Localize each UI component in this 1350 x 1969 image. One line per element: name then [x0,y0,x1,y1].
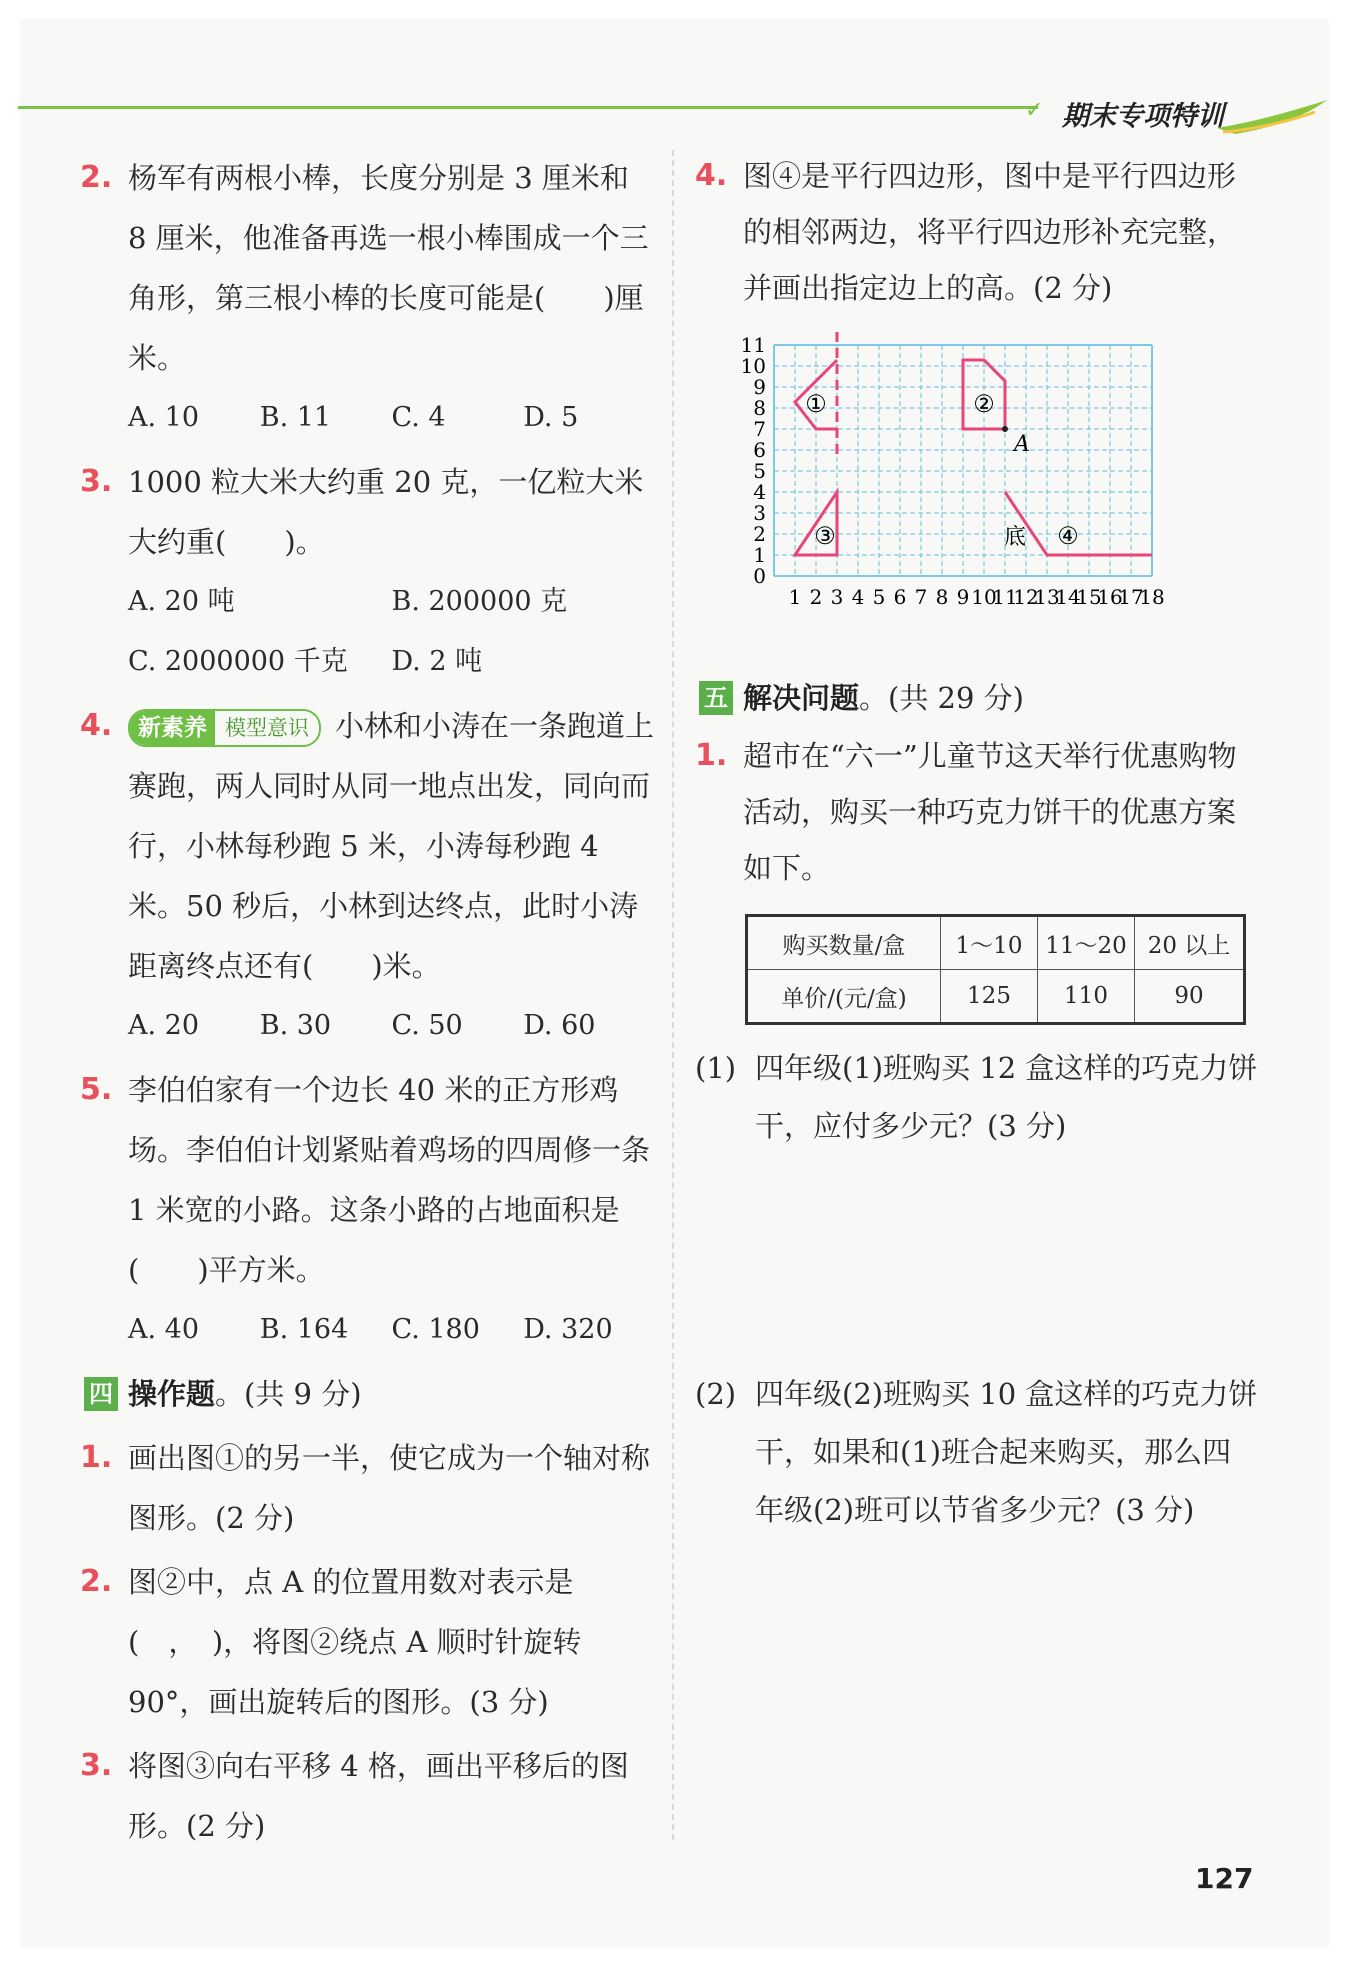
operation-3: 3. 将图③向右平移 4 格，画出平移后的图形。(2 分) [80,1748,629,1843]
x-tick-label: 1 [788,585,802,609]
option-d: D. 2 吨 [391,646,483,677]
table-cell: 90 [1135,970,1245,1024]
header-line [18,106,1038,109]
x-tick-label: 12 [1013,585,1039,609]
option-c: C. 2000000 千克 [128,646,348,677]
section-score: 。(共 29 分) [859,681,1024,715]
x-tick-label: 16 [1097,585,1123,609]
option-d: D. 60 [523,1010,596,1041]
x-tick-label: 10 [971,585,997,609]
options [80,1300,655,1360]
x-tick-label: 17 [1118,585,1144,609]
x-tick-label: 7 [914,585,928,609]
question-text: 1000 粒大米大约重 20 克，一亿粒大米大约重( )。 [128,465,644,559]
price-table [745,914,1246,1025]
option-c: C. 4 [391,402,446,433]
option-a: A. 20 [128,1010,200,1041]
option-a: A. 10 [128,402,200,433]
table-row [747,970,1245,1024]
leaf-swoosh-icon [1215,98,1330,138]
x-tick-label: 14 [1055,585,1081,609]
y-tick-label: 5 [753,459,766,483]
section-title: 操作题 [128,1377,216,1411]
option-a: A. 40 [128,1314,200,1345]
problem-1: 1. 超市在“六一”儿童节这天举行优惠购物活动，购买一种巧克力饼干的优惠方案如下。 [695,738,1237,885]
question-text: 杨军有两根小棒，长度分别是 3 厘米和 8 厘米，他准备再选一根小棒围成一个三角形，第三根小棒的长度可能是( )厘米。 [128,161,649,375]
x-tick-label: 6 [893,585,907,609]
x-tick-label: 15 [1076,585,1102,609]
x-tick-label: 18 [1139,585,1165,609]
coordinate-grid [733,322,1260,666]
x-tick-label: 9 [956,585,970,609]
option-b: B. 11 [259,402,332,433]
x-tick-label: 3 [830,585,844,609]
x-tick-label: 8 [935,585,949,609]
option-b: B. 200000 克 [391,586,568,617]
table-cell: 20 以上 [1135,916,1245,970]
options [80,632,655,692]
operation-4: 4. 图④是平行四边形，图中是平行四边形的相邻两边，将平行四边形补充完整，并画出指定边上的高。(2 分) [695,158,1237,305]
literacy-badge: 新素养 模型意识 [128,709,321,747]
option-b: B. 30 [259,1010,332,1041]
y-tick-label: 7 [753,417,766,441]
table-cell: 1～10 [941,916,1038,970]
y-tick-label: 10 [740,354,766,378]
table-cell: 购买数量/盒 [747,916,941,970]
x-tick-label: 4 [851,585,865,609]
question-4: 4. 新素养 模型意识 小林和小涛在一条跑道上赛跑，两人同时从同一地点出发，同向而行，小林每秒跑 5 米，小涛每秒跑 4 米。50 秒后，小林到达终点，此时小涛距离终点还有( )米。 [80,708,655,983]
page-number: 127 [1195,1862,1254,1895]
question-text: 将图③向右平移 4 格，画出平移后的图形。(2 分) [128,1749,629,1843]
answer-space [695,1155,1260,1365]
figure-1-label: ① [805,390,827,418]
point-a [1002,426,1008,432]
table-cell: 110 [1038,970,1135,1024]
y-tick-label: 11 [740,333,766,357]
options [80,388,655,448]
base-label: 底 [1003,525,1027,550]
question-text: 画出图①的另一半，使它成为一个轴对称图形。(2 分) [128,1441,651,1535]
question-text: 四年级(2)班购买 10 盒这样的巧克力饼干，如果和(1)班合起来购买，那么四年级(2)班可以节省多少元？(3 分) [755,1377,1258,1527]
right-column [695,148,1260,1539]
option-d: D. 320 [523,1314,613,1345]
question-5: 5. 李伯伯家有一个边长 40 米的正方形鸡场。李伯伯计划紧贴着鸡场的四周修一条 1 米宽的小路。这条小路的占地面积是( )平方米。 [80,1072,651,1287]
question-text: 超市在“六一”儿童节这天举行优惠购物活动，购买一种巧克力饼干的优惠方案如下。 [743,739,1237,885]
option-a: A. 20 吨 [128,586,235,617]
x-tick-label: 2 [809,585,823,609]
y-tick-label: 8 [753,396,766,420]
table-cell: 125 [941,970,1038,1024]
point-a-label: A [1014,432,1030,457]
section-4-heading [80,1364,655,1424]
figure-2-label: ② [973,390,995,418]
y-tick-label: 6 [753,438,766,462]
y-tick-label: 2 [753,522,766,546]
section-title: 解决问题 [743,681,860,715]
left-column [80,148,655,1856]
y-tick-label: 9 [753,375,766,399]
figure-3-label: ③ [814,522,836,550]
column-divider [672,150,674,1840]
section-5-heading [695,668,1260,728]
x-tick-label: 13 [1034,585,1060,609]
section-mark: 五 [699,681,733,715]
table-header-row [747,916,1245,970]
option-c: C. 50 [391,1010,463,1041]
option-c: C. 180 [391,1314,480,1345]
table-cell: 单价/(元/盒) [747,970,941,1024]
y-tick-label: 4 [753,480,766,504]
y-tick-label: 1 [753,543,766,567]
question-text: 李伯伯家有一个边长 40 米的正方形鸡场。李伯伯计划紧贴着鸡场的四周修一条 1 米宽的小路。这条小路的占地面积是( )平方米。 [128,1073,651,1287]
sub-question-2: (2) 四年级(2)班购买 10 盒这样的巧克力饼干，如果和(1)班合起来购买，那么四年级(2)班可以节省多少元？(3 分) [695,1377,1258,1527]
options [80,996,655,1056]
y-tick-label: 3 [753,501,766,525]
question-text: 四年级(1)班购买 12 盒这样的巧克力饼干，应付多少元？(3 分) [755,1051,1258,1143]
x-tick-label: 11 [992,585,1018,609]
question-text: 图②中，点 A 的位置用数对表示是( ， )，将图②绕点 A 顺时针旋转 90°，画出旋转后的图形。(3 分) [128,1565,582,1719]
operation-2: 2. 图②中，点 A 的位置用数对表示是( ， )，将图②绕点 A 顺时针旋转 90°，画出旋转后的图形。(3 分) [80,1564,582,1719]
question-2: 2. 杨军有两根小棒，长度分别是 3 厘米和 8 厘米，他准备再选一根小棒围成一个三角形，第三根小棒的长度可能是( )厘米。 [80,160,649,375]
option-b: B. 164 [259,1314,349,1345]
table-cell: 11～20 [1038,916,1135,970]
question-3: 3. 1000 粒大米大约重 20 克，一亿粒大米大约重( )。 [80,464,644,559]
question-text: 小林和小涛在一条跑道上赛跑，两人同时从同一地点出发，同向而行，小林每秒跑 5 米，小涛每秒跑 4 米。50 秒后，小林到达终点，此时小涛距离终点还有( )米。 [128,709,655,983]
section-score: 。(共 9 分) [215,1377,362,1411]
question-text: 图④是平行四边形，图中是平行四边形的相邻两边，将平行四边形补充完整，并画出指定边上的高。(2 分) [743,159,1237,305]
option-d: D. 5 [523,402,579,433]
checkmark-icon: ✓ [1025,98,1044,123]
options [80,572,655,632]
section-mark: 四 [84,1377,118,1411]
header-title: 期末专项特训 [1062,101,1224,132]
x-tick-label: 5 [872,585,886,609]
operation-1: 1. 画出图①的另一半，使它成为一个轴对称图形。(2 分) [80,1440,651,1535]
grid-svg [733,322,1243,662]
figure-4-label: ④ [1057,522,1079,550]
y-tick-label: 0 [753,564,766,588]
sub-question-1: (1) 四年级(1)班购买 12 盒这样的巧克力饼干，应付多少元？(3 分) [695,1051,1258,1143]
